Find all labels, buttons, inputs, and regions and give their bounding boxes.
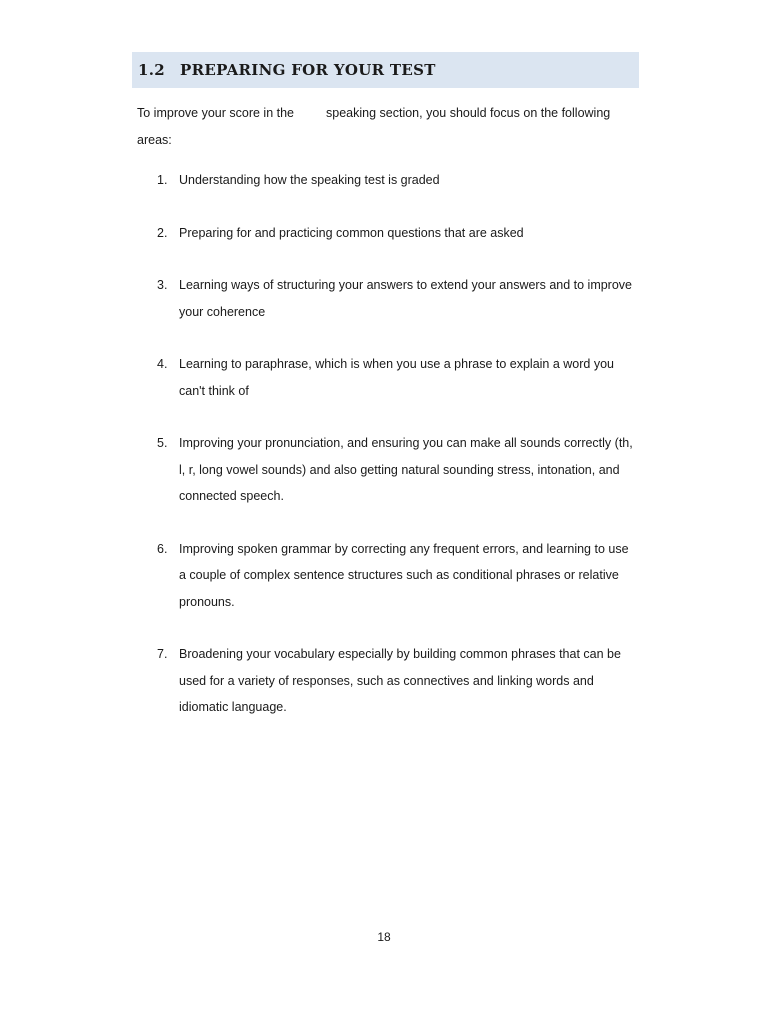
section-header — [132, 52, 639, 88]
list-item-number: 2. — [157, 225, 168, 240]
list-item-text: Preparing for and practicing common questions that are asked — [179, 225, 524, 240]
list-item-text: Improving spoken grammar by correcting any frequent errors, and learning to use a couple of complex sentence structures such as conditional phrases or relative pronouns. — [179, 541, 629, 609]
list-item-number: 4. — [157, 357, 168, 371]
section-number: 1.2 — [138, 61, 165, 79]
list-item-number: 6. — [157, 541, 168, 556]
list-item — [157, 220, 637, 247]
list-item-number: 1. — [157, 173, 168, 187]
list-item — [157, 536, 637, 616]
section-title: PREPARING FOR YOUR TEST — [180, 61, 436, 79]
list-item — [157, 272, 637, 325]
list-item — [157, 641, 637, 721]
list-item-text: Learning to paraphrase, which is when you use a phrase to explain a word you can't think of — [179, 357, 614, 398]
list-item — [157, 430, 637, 510]
list-item-text: Broadening your vocabulary especially by building common phrases that can be used for a variety of responses, such as connectives and linking words and idiomatic language. — [179, 647, 621, 714]
list-item-text: Learning ways of structuring your answers to extend your answers and to improve your coherence — [179, 278, 633, 319]
focus-areas-list — [157, 167, 637, 747]
list-item-number: 7. — [157, 647, 168, 661]
list-item-text: Understanding how the speaking test is graded — [179, 173, 440, 187]
list-item-number: 5. — [157, 436, 168, 450]
list-item-number: 3. — [157, 278, 168, 292]
list-item — [157, 167, 637, 194]
list-item — [157, 351, 637, 404]
intro-text-part1: To improve your score in the — [137, 106, 295, 120]
intro-paragraph — [137, 100, 637, 153]
page-number: 18 — [377, 930, 391, 944]
list-item-text: Improving your pronunciation, and ensuring you can make all sounds correctly (th, l, r, long vowel sounds) and also getting natural sounding stress, intonation, and connected speech. — [179, 436, 633, 503]
intro-text-part2: speaking section, you should focus on the following areas: — [137, 106, 611, 147]
